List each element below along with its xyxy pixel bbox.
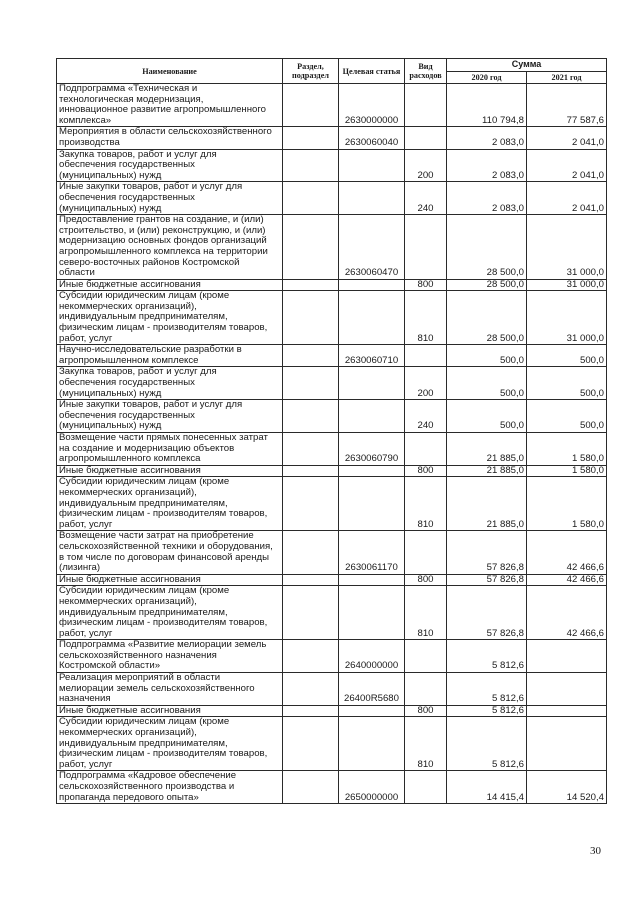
- table-row: [57, 127, 607, 149]
- row-name: Закупка товаров, работ и услуг для обеспечения государственных (муниципальных) нужд: [57, 367, 283, 400]
- row-expense-type: 200: [405, 149, 447, 182]
- row-name: Субсидии юридическим лицам (кроме некоммерческих организаций), индивидуальным предпринимателям, физическим лицам - производителям товаров, работ, услуг: [57, 291, 283, 345]
- row-name: Реализация мероприятий в области мелиорации земель сельскохозяйственного назначения: [57, 673, 283, 706]
- row-target-code: 2630060790: [339, 433, 405, 466]
- row-expense-type: 240: [405, 400, 447, 433]
- row-name: Субсидии юридическим лицам (кроме некоммерческих организаций), индивидуальным предпринимателям, физическим лицам - производителям товаров, работ, услуг: [57, 717, 283, 771]
- row-target-code: [339, 367, 405, 400]
- row-sum-2021: [527, 717, 607, 771]
- header-row: [57, 59, 607, 72]
- row-sum-2020: 110 794,8: [447, 84, 527, 127]
- row-name: Закупка товаров, работ и услуг для обеспечения государственных (муниципальных) нужд: [57, 149, 283, 182]
- table-row: [57, 673, 607, 706]
- row-sum-2021: [527, 640, 607, 673]
- row-sum-2021: 2 041,0: [527, 149, 607, 182]
- row-expense-type: 800: [405, 465, 447, 477]
- row-target-code: [339, 586, 405, 640]
- row-sum-2020: 28 500,0: [447, 291, 527, 345]
- row-section: [283, 400, 339, 433]
- row-sum-2021: 500,0: [527, 345, 607, 367]
- row-sum-2020: 28 500,0: [447, 279, 527, 291]
- row-sum-2020: 21 885,0: [447, 433, 527, 466]
- row-sum-2021: 31 000,0: [527, 279, 607, 291]
- row-name: Иные бюджетные ассигнования: [57, 574, 283, 586]
- row-name: Подпрограмма «Техническая и технологическая модернизация, инновационное развитие агропромышленного комплекса»: [57, 84, 283, 127]
- header-year-2021: 2021 год: [527, 71, 607, 84]
- row-target-code: [339, 279, 405, 291]
- row-sum-2021: 2 041,0: [527, 127, 607, 149]
- row-target-code: 2650000000: [339, 771, 405, 804]
- row-target-code: 2630000000: [339, 84, 405, 127]
- row-expense-type: [405, 771, 447, 804]
- row-sum-2020: 2 083,0: [447, 182, 527, 215]
- table-row: [57, 771, 607, 804]
- row-section: [283, 127, 339, 149]
- table-row: [57, 586, 607, 640]
- row-name: Иные бюджетные ассигнования: [57, 705, 283, 717]
- table-row: [57, 400, 607, 433]
- row-section: [283, 771, 339, 804]
- table-row: [57, 531, 607, 574]
- row-section: [283, 367, 339, 400]
- row-section: [283, 291, 339, 345]
- row-name: Иные бюджетные ассигнования: [57, 465, 283, 477]
- row-expense-type: 800: [405, 574, 447, 586]
- row-section: [283, 640, 339, 673]
- row-section: [283, 477, 339, 531]
- row-section: [283, 279, 339, 291]
- header-name: Наименование: [57, 59, 283, 84]
- table-row: [57, 182, 607, 215]
- row-section: [283, 345, 339, 367]
- row-name: Возмещение части прямых понесенных затрат на создание и модернизацию объектов агропромышленного комплекса: [57, 433, 283, 466]
- table-body: [57, 84, 607, 804]
- row-target-code: [339, 400, 405, 433]
- row-sum-2021: 42 466,6: [527, 574, 607, 586]
- row-sum-2021: [527, 673, 607, 706]
- row-section: [283, 705, 339, 717]
- row-expense-type: [405, 215, 447, 280]
- row-expense-type: [405, 345, 447, 367]
- row-sum-2020: 5 812,6: [447, 717, 527, 771]
- table-row: [57, 717, 607, 771]
- table-row: [57, 477, 607, 531]
- row-target-code: 26400R5680: [339, 673, 405, 706]
- row-target-code: 2640000000: [339, 640, 405, 673]
- row-sum-2020: 5 812,6: [447, 705, 527, 717]
- row-expense-type: 810: [405, 586, 447, 640]
- row-sum-2021: 77 587,6: [527, 84, 607, 127]
- row-sum-2021: 500,0: [527, 400, 607, 433]
- row-expense-type: [405, 433, 447, 466]
- row-sum-2020: 57 826,8: [447, 531, 527, 574]
- row-section: [283, 574, 339, 586]
- row-expense-type: 240: [405, 182, 447, 215]
- row-sum-2021: [527, 705, 607, 717]
- row-sum-2020: 57 826,8: [447, 574, 527, 586]
- row-section: [283, 586, 339, 640]
- budget-table: [56, 58, 607, 804]
- table-row: [57, 574, 607, 586]
- row-expense-type: [405, 84, 447, 127]
- row-sum-2021: 14 520,4: [527, 771, 607, 804]
- row-sum-2020: 57 826,8: [447, 586, 527, 640]
- row-sum-2021: 31 000,0: [527, 215, 607, 280]
- row-target-code: [339, 574, 405, 586]
- row-expense-type: 200: [405, 367, 447, 400]
- row-sum-2021: 31 000,0: [527, 291, 607, 345]
- row-target-code: 2630060040: [339, 127, 405, 149]
- row-sum-2020: 21 885,0: [447, 465, 527, 477]
- row-name: Иные бюджетные ассигнования: [57, 279, 283, 291]
- row-name: Иные закупки товаров, работ и услуг для обеспечения государственных (муниципальных) нужд: [57, 400, 283, 433]
- row-target-code: [339, 291, 405, 345]
- row-expense-type: [405, 531, 447, 574]
- row-target-code: [339, 465, 405, 477]
- row-section: [283, 531, 339, 574]
- table-row: [57, 215, 607, 280]
- row-target-code: 2630060710: [339, 345, 405, 367]
- row-name: Подпрограмма «Кадровое обеспечение сельскохозяйственного производства и пропаганда передового опыта»: [57, 771, 283, 804]
- table-row: [57, 367, 607, 400]
- budget-document: [56, 58, 606, 804]
- row-target-code: [339, 705, 405, 717]
- page-number: 30: [590, 845, 601, 857]
- row-sum-2020: 28 500,0: [447, 215, 527, 280]
- row-section: [283, 149, 339, 182]
- row-section: [283, 717, 339, 771]
- row-sum-2020: 500,0: [447, 367, 527, 400]
- table-row: [57, 433, 607, 466]
- row-sum-2020: 5 812,6: [447, 640, 527, 673]
- row-sum-2021: 1 580,0: [527, 465, 607, 477]
- row-target-code: 2630061170: [339, 531, 405, 574]
- row-target-code: [339, 182, 405, 215]
- row-sum-2020: 21 885,0: [447, 477, 527, 531]
- row-name: Предоставление грантов на создание, и (или) строительство, и (или) реконструкцию, и (или) модернизацию основных фондов организаций агропромышленного комплекса на территории северо-восточных районов Костромской области: [57, 215, 283, 280]
- row-sum-2020: 500,0: [447, 400, 527, 433]
- table-row: [57, 279, 607, 291]
- row-sum-2020: 2 083,0: [447, 149, 527, 182]
- header-section: Раздел, подраздел: [283, 59, 339, 84]
- header-target: Целевая статья: [339, 59, 405, 84]
- row-expense-type: [405, 640, 447, 673]
- header-year-2020: 2020 год: [447, 71, 527, 84]
- row-expense-type: 810: [405, 291, 447, 345]
- row-section: [283, 84, 339, 127]
- table-row: [57, 345, 607, 367]
- table-row: [57, 640, 607, 673]
- row-name: Субсидии юридическим лицам (кроме некоммерческих организаций), индивидуальным предпринимателям, физическим лицам - производителям товаров, работ, услуг: [57, 586, 283, 640]
- row-section: [283, 433, 339, 466]
- row-sum-2020: 2 083,0: [447, 127, 527, 149]
- header-type: Вид расходов: [405, 59, 447, 84]
- row-expense-type: 800: [405, 279, 447, 291]
- row-target-code: [339, 477, 405, 531]
- table-row: [57, 149, 607, 182]
- row-expense-type: [405, 673, 447, 706]
- row-expense-type: 810: [405, 477, 447, 531]
- row-expense-type: [405, 127, 447, 149]
- row-sum-2021: 1 580,0: [527, 433, 607, 466]
- table-row: [57, 84, 607, 127]
- row-sum-2021: 500,0: [527, 367, 607, 400]
- table-row: [57, 291, 607, 345]
- row-sum-2020: 500,0: [447, 345, 527, 367]
- row-expense-type: 810: [405, 717, 447, 771]
- row-section: [283, 673, 339, 706]
- table-row: [57, 705, 607, 717]
- row-section: [283, 465, 339, 477]
- row-sum-2020: 5 812,6: [447, 673, 527, 706]
- row-name: Мероприятия в области сельскохозяйственного производства: [57, 127, 283, 149]
- row-expense-type: 800: [405, 705, 447, 717]
- row-sum-2021: 42 466,6: [527, 531, 607, 574]
- row-name: Возмещение части затрат на приобретение сельскохозяйственной техники и оборудования, в том числе по договорам финансовой аренды (лизинга): [57, 531, 283, 574]
- header-sum: Сумма: [447, 59, 607, 72]
- row-sum-2020: 14 415,4: [447, 771, 527, 804]
- row-target-code: 2630060470: [339, 215, 405, 280]
- row-target-code: [339, 717, 405, 771]
- row-target-code: [339, 149, 405, 182]
- row-sum-2021: 2 041,0: [527, 182, 607, 215]
- row-name: Иные закупки товаров, работ и услуг для обеспечения государственных (муниципальных) нужд: [57, 182, 283, 215]
- row-section: [283, 215, 339, 280]
- table-row: [57, 465, 607, 477]
- row-name: Научно-исследовательские разработки в агропромышленном комплексе: [57, 345, 283, 367]
- row-name: Субсидии юридическим лицам (кроме некоммерческих организаций), индивидуальным предпринимателям, физическим лицам - производителям товаров, работ, услуг: [57, 477, 283, 531]
- row-name: Подпрограмма «Развитие мелиорации земель сельскохозяйственного назначения Костромской области»: [57, 640, 283, 673]
- row-section: [283, 182, 339, 215]
- row-sum-2021: 1 580,0: [527, 477, 607, 531]
- row-sum-2021: 42 466,6: [527, 586, 607, 640]
